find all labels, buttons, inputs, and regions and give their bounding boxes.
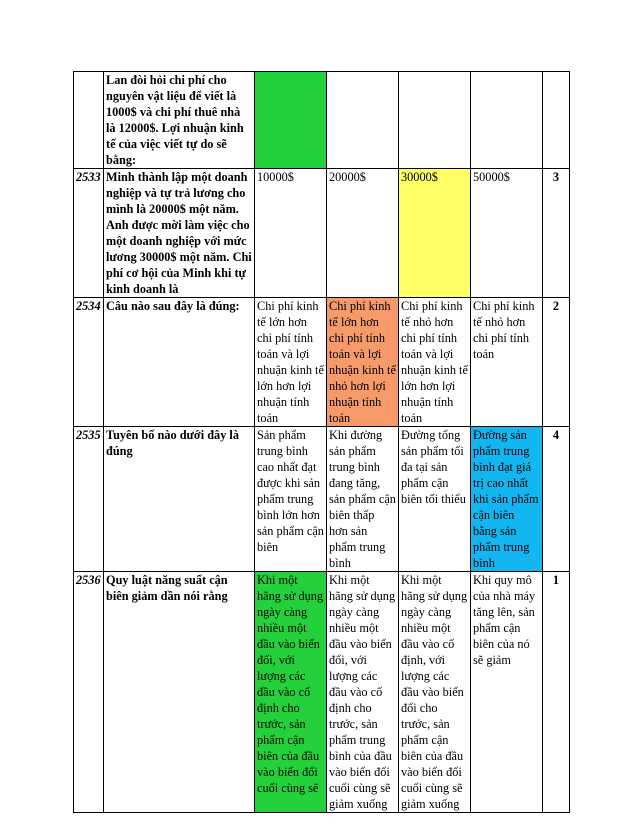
question-number [74,72,104,169]
answer-number: 2 [543,298,570,427]
table-row [74,169,570,298]
option-1: Khi một hãng sử dụng ngày càng nhiều một đầu vào biến đổi, với lượng các đầu vào cố định cho trước, sản phẩm cận biên của đầu vào biến đổi cuối cùng sẽ [255,572,327,813]
option-1 [255,72,327,169]
option-3: Chi phí kinh tế nhỏ hơn chi phí tính toán và lợi nhuận kinh tế lớn hơn lợi nhuận tính toán [399,298,471,427]
option-2: Khi đường sản phẩm trung bình đang tăng, sản phẩm cận biên thấp hơn sản phẩm trung bình [327,427,399,572]
question-text: Tuyên bố nào dưới đây là đúng [104,427,255,572]
answer-number: 1 [543,572,570,813]
question-text: Quy luật năng suất cận biên giảm dần nói rằng [104,572,255,813]
option-1: Chi phí kinh tế lớn hơn chi phí tính toán và lợi nhuận kinh tế lớn hơn lợi nhuận tính toán [255,298,327,427]
table-row [74,298,570,427]
answer-number [543,72,570,169]
option-3 [399,72,471,169]
question-number: 2536 [74,572,104,813]
table-row [74,427,570,572]
option-1: 10000$ [255,169,327,298]
option-4: Đường sản phẩm trung bình đạt giá trị cao nhất khi sản phẩm cận biên bằng sản phẩm trung bình [471,427,543,572]
table-row [74,572,570,813]
option-2: 20000$ [327,169,399,298]
question-number: 2535 [74,427,104,572]
option-3: Khi một hãng sử dụng ngày càng nhiều một đầu vào cố định, với lượng các đầu vào biến đổi cho trước, sản phẩm cận biên của đầu vào biến đổi cuối cùng sẽ giảm xuống [399,572,471,813]
option-2: Chi phí kinh tế lớn hơn chi phí tính toán và lợi nhuận kinh tế nhỏ hơn lợi nhuận tính toán [327,298,399,427]
answer-number: 3 [543,169,570,298]
question-number: 2533 [74,169,104,298]
option-3: Đường tổng sản phẩm tối đa tại sản phẩm cận biên tối thiểu [399,427,471,572]
question-number: 2534 [74,298,104,427]
question-text: Lan đòi hỏi chi phí cho nguyên vật liệu để viết là 1000$ và chi phí thuê nhà là 12000$. Lợi nhuận kinh tế của việc viết tự do sẽ bằng: [104,72,255,169]
answer-number: 4 [543,427,570,572]
option-1: Sản phẩm trung bình cao nhất đạt được khi sản phẩm trung bình lớn hơn sản phẩm cận biên [255,427,327,572]
question-text: Câu nào sau đây là đúng: [104,298,255,427]
question-table [73,71,570,813]
option-4: 50000$ [471,169,543,298]
option-4: Khi quy mô của nhà máy tăng lên, sản phẩm cận biên của nó sẽ giảm [471,572,543,813]
option-3: 30000$ [399,169,471,298]
option-4: Chi phí kinh tế nhỏ hơn chi phí tính toán [471,298,543,427]
option-2: Khi một hãng sử dụng ngày càng nhiều một đầu vào biến đổi, với lượng các đầu vào cố định cho trước, sản phẩm trung bình của đầu vào biến đổi cuối cùng sẽ giảm xuống [327,572,399,813]
question-text: Minh thành lập một doanh nghiệp và tự trả lương cho mình là 20000$ một năm. Anh được mời làm việc cho một doanh nghiệp với mức lương 30000$ một năm. Chi phí cơ hội của Minh khi tự kinh doanh là [104,169,255,298]
table-row [74,72,570,169]
option-2 [327,72,399,169]
option-4 [471,72,543,169]
